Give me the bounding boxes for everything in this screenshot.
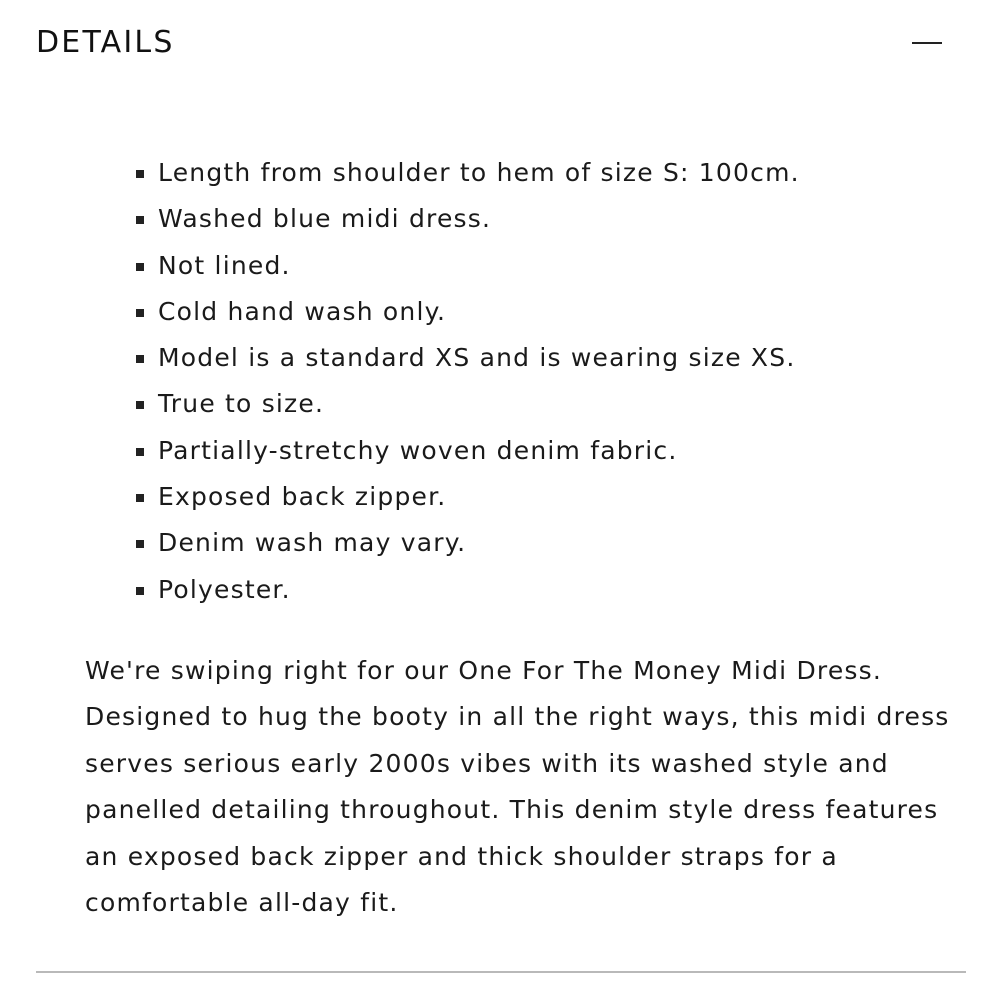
bullet-icon	[136, 401, 144, 409]
details-accordion-header[interactable]	[36, 22, 966, 66]
bullet-icon	[136, 448, 144, 456]
list-item-text: Length from shoulder to hem of size S: 100cm.	[158, 158, 800, 187]
list-item-text: Partially-stretchy woven denim fabric.	[158, 435, 678, 465]
list-item	[136, 243, 800, 289]
list-item-text: Denim wash may vary.	[158, 528, 467, 558]
section-divider	[36, 971, 966, 973]
bullet-icon	[136, 355, 144, 363]
details-list	[136, 150, 800, 613]
list-item	[136, 335, 800, 381]
list-item-text: True to size.	[158, 389, 325, 419]
list-item-text: Model is a standard XS and is wearing size XS.	[158, 343, 796, 373]
minus-icon[interactable]	[912, 42, 942, 44]
bullet-icon	[136, 263, 144, 271]
list-item	[136, 567, 800, 613]
list-item	[136, 289, 800, 335]
list-item-text: Exposed back zipper.	[158, 482, 447, 512]
list-item-text: Washed blue midi dress.	[158, 204, 492, 234]
list-item-text: Polyester.	[158, 574, 291, 604]
list-item-text: Cold hand wash only.	[158, 296, 447, 326]
list-item	[136, 520, 800, 566]
bullet-icon	[136, 309, 144, 317]
list-item	[136, 381, 800, 427]
list-item	[136, 474, 800, 520]
list-item-text: Not lined.	[158, 250, 291, 280]
bullet-icon	[136, 587, 144, 595]
details-title: DETAILS	[36, 25, 175, 60]
bullet-icon	[136, 540, 144, 548]
product-description: We're swiping right for our One For The Money Midi Dress. Designed to hug the booty in all the right ways, this midi dress serves serious early 2000s vibes with its washed style and panelled detailing throughout. This denim style dress features an exposed back zipper and thick shoulder straps for a comfortable all-day fit.	[85, 656, 950, 918]
list-item	[136, 428, 800, 474]
list-item	[136, 196, 800, 242]
bullet-icon	[136, 494, 144, 502]
bullet-icon	[136, 216, 144, 224]
bullet-icon	[136, 170, 144, 178]
list-item	[136, 150, 800, 196]
